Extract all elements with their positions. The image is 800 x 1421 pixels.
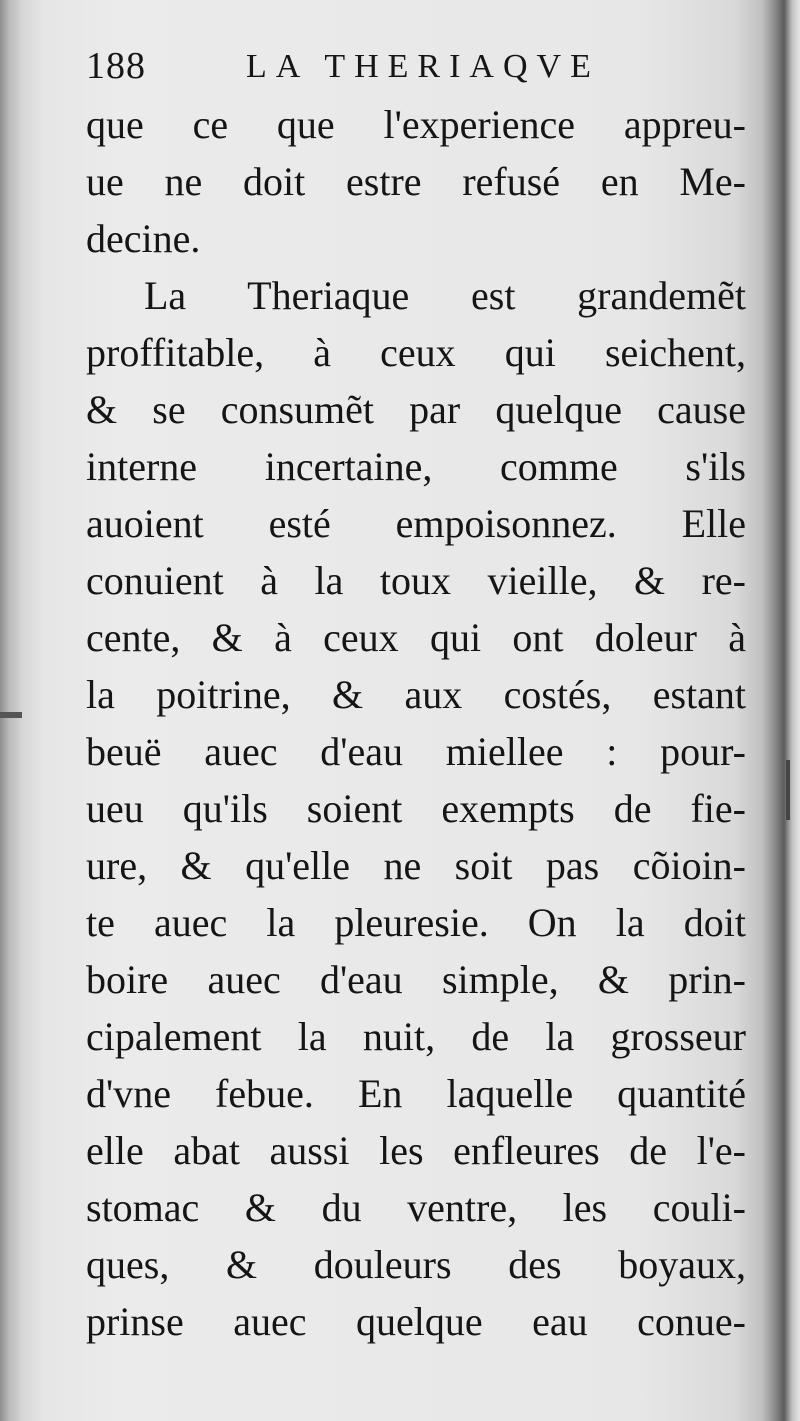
text-line: elle abat aussi les enfleures de l'e-: [86, 1128, 746, 1173]
text-line: interne incertaine, comme s'ils: [86, 444, 746, 489]
running-title: LA THERIAQVE: [246, 48, 600, 85]
text-line: d'vne febue. En laquelle quantité: [86, 1071, 746, 1116]
text-line: stomac & du ventre, les couli-: [86, 1185, 746, 1230]
text-line: ue ne doit estre refusé en Me-: [86, 159, 746, 204]
text-line: te auec la pleuresie. On la doit: [86, 900, 746, 945]
margin-mark: [0, 712, 22, 718]
gutter-mark: [786, 760, 790, 820]
text-line: la poitrine, & aux costés, estant: [86, 672, 746, 717]
text-line: beuë auec d'eau miellee : pour-: [86, 729, 746, 774]
text-line: ueu qu'ils soient exempts de fie-: [86, 786, 746, 831]
paragraph-start-line: La Theriaque est grandemẽt: [144, 273, 746, 318]
text-line: cipalement la nuit, de la grosseur: [86, 1014, 746, 1059]
text-line: boire auec d'eau simple, & prin-: [86, 957, 746, 1002]
page-header: [86, 36, 646, 96]
text-line: ques, & douleurs des boyaux,: [86, 1242, 746, 1287]
text-line: prinse auec quelque eau conue-: [86, 1299, 746, 1344]
body-text: [86, 96, 746, 1350]
text-line: proffitable, à ceux qui seichent,: [86, 330, 746, 375]
binding-gutter: [762, 0, 800, 1421]
text-line: decine.: [86, 216, 201, 261]
text-line: cente, & à ceux qui ont doleur à: [86, 615, 746, 660]
page-edge-shadow: [0, 0, 22, 1421]
text-line: auoient esté empoisonnez. Elle: [86, 501, 746, 546]
text-line: & se consumẽt par quelque cause: [86, 387, 746, 432]
text-line: que ce que l'experience appreu-: [86, 102, 746, 147]
text-line: conuient à la toux vieille, & re-: [86, 558, 746, 603]
text-line: ure, & qu'elle ne soit pas cõioin-: [86, 843, 746, 888]
page-number: 188: [86, 45, 146, 87]
